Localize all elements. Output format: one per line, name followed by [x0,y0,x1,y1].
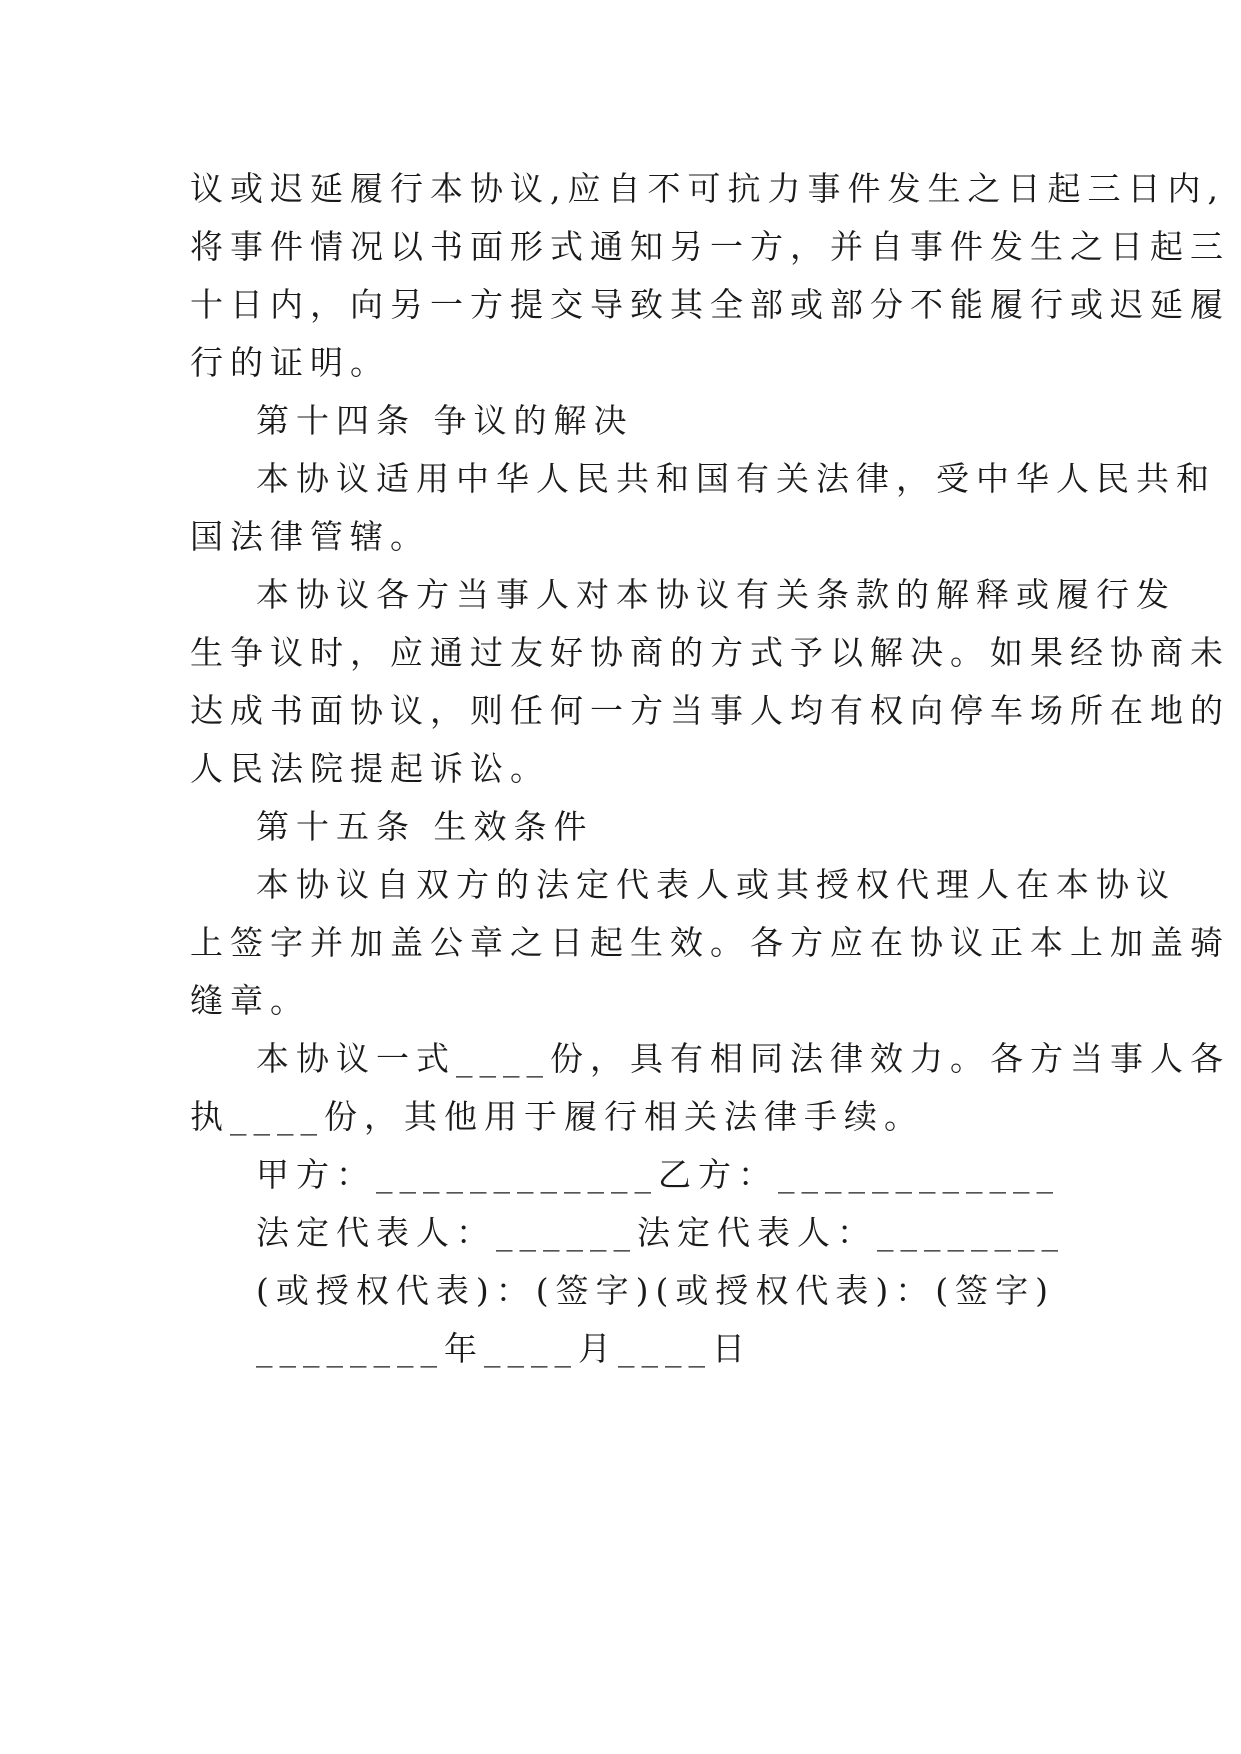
signature-representatives-line: 法定代表人：______法定代表人：________ [256,1213,1065,1252]
text-line: 行的证明。 [190,343,390,382]
text-line: 本协议各方当事人对本协议有关条款的解释或履行发 [256,575,1176,614]
signature-date-line: ________年____月____日 [256,1329,752,1368]
text-line: 国法律管辖。 [190,517,430,556]
signature-authorized-line: (或授权代表)：(签字)(或授权代表)：(签字) [256,1271,1055,1310]
text-line: 上签字并加盖公章之日起生效。各方应在协议正本上加盖骑 [190,923,1230,962]
text-line: 缝章。 [190,981,310,1020]
text-line: 人民法院提起诉讼。 [190,749,550,788]
article-14-heading: 第十四条 争议的解决 [256,401,634,440]
text-line: 议或迟延履行本协议,应自不可抗力事件发生之日起三日内, [190,169,1225,208]
text-line: 生争议时，应通过友好协商的方式予以解决。如果经协商未 [190,633,1230,672]
document-body [190,160,1230,1378]
text-line: 十日内，向另一方提交导致其全部或部分不能履行或迟延履 [190,285,1230,324]
signature-parties-line: 甲方：____________乙方：____________ [256,1155,1060,1194]
text-line: 将事件情况以书面形式通知另一方，并自事件发生之日起三 [190,227,1230,266]
text-line: 本协议一式____份，具有相同法律效力。各方当事人各 [256,1039,1230,1078]
text-line: 本协议自双方的法定代表人或其授权代理人在本协议 [256,865,1176,904]
text-line: 达成书面协议，则任何一方当事人均有权向停车场所在地的 [190,691,1230,730]
text-line: 执____份，其他用于履行相关法律手续。 [190,1097,924,1136]
article-15-heading: 第十五条 生效条件 [256,807,594,846]
text-line: 本协议适用中华人民共和国有关法律，受中华人民共和 [256,459,1216,498]
